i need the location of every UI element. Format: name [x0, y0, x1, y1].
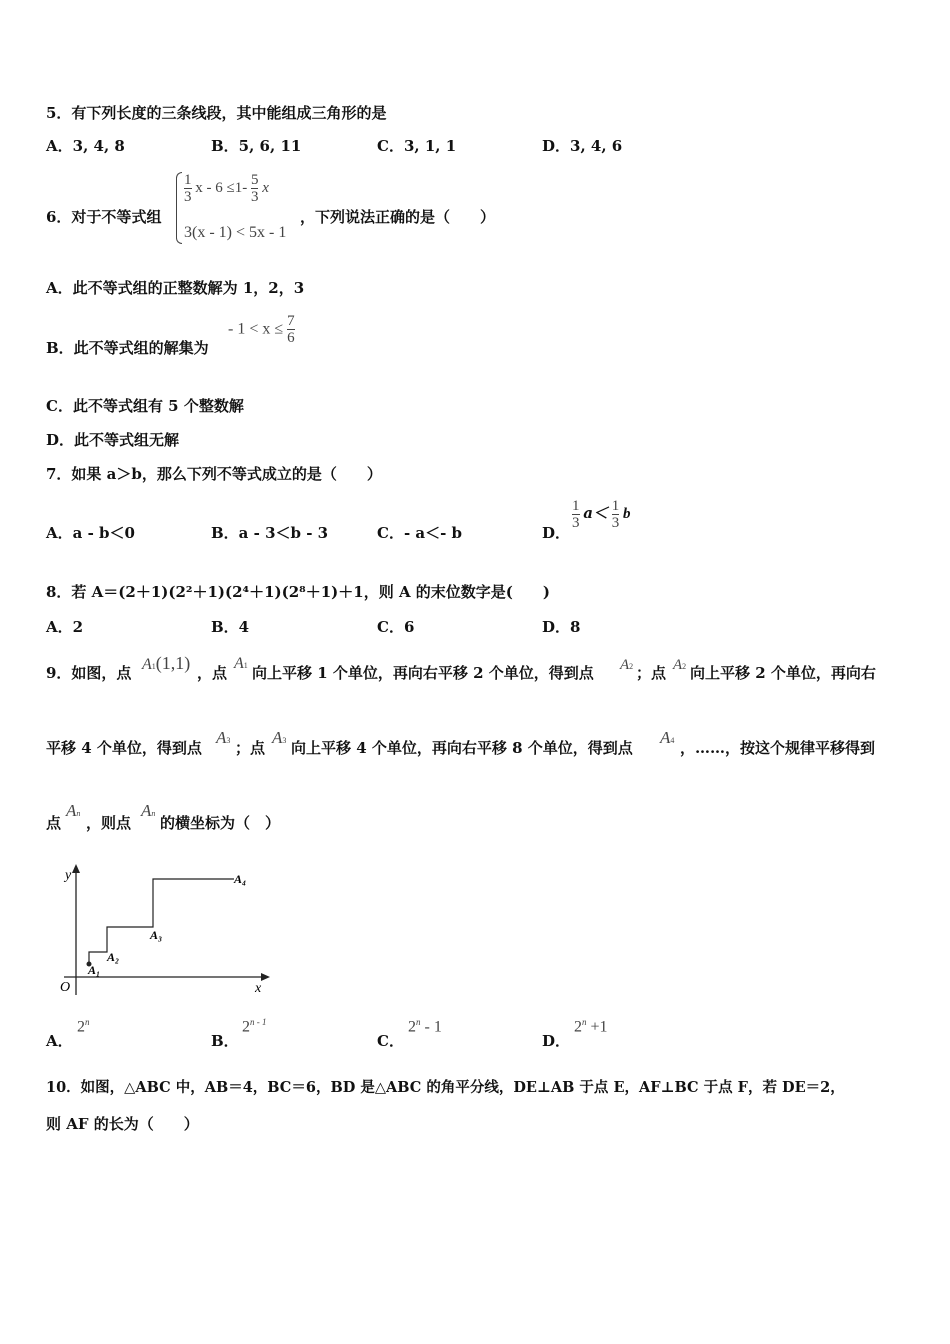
fig-a3-label: A₃ [150, 928, 163, 942]
q9-option-c-label: C． [377, 1032, 404, 1050]
fig-origin-label: O [60, 980, 71, 995]
q9-line2-a: 平移 4 个单位，得到点 [46, 739, 202, 757]
y-axis-arrow [72, 864, 80, 873]
fig-a1-label: A₁ [88, 963, 101, 977]
q9-point-a1-coord: A1(1,1) [142, 653, 191, 673]
q6-option-b-math: - 1 < x ≤ $\frac{7}{6}$ [228, 313, 295, 346]
q9-line3-a: 点 [46, 814, 62, 832]
q9-option-d-label: D． [542, 1032, 571, 1050]
q5-option-b: B．5, 6, 11 [211, 137, 302, 155]
fig-x-label: x [255, 981, 262, 996]
q8-option-c: C．6 [377, 618, 415, 636]
q9-line2-d: ，……，按这个规律平移得到 [680, 739, 876, 757]
q9-option-b-label: B． [211, 1032, 239, 1050]
q9-point-a3: A3 [216, 728, 231, 747]
q9-figure [56, 860, 296, 1000]
q8-stem: 8．若 A＝(2＋1)(2²＋1)(2⁴＋1)(2⁸＋1)＋1，则 A 的末位数字是( ) [46, 583, 550, 601]
q9-line3-c: 的横坐标为（ ） [160, 814, 281, 832]
x-axis-arrow [261, 973, 270, 981]
q8-option-a: A．2 [46, 618, 84, 636]
q7-stem: 7．如果 a＞b，那么下列不等式成立的是（ ） [46, 465, 382, 483]
fig-y-label: y [65, 868, 72, 883]
q7-option-a: A．a - b＜0 [46, 524, 135, 542]
q9-line1-b: ，点 [197, 664, 228, 682]
q6-option-b: B．此不等式组的解集为 [46, 339, 209, 357]
q9-point-a2b: A2 [673, 657, 687, 673]
q9-line1-e: 向上平移 2 个单位，再向右 [690, 664, 876, 682]
q6-option-a: A．此不等式组的正整数解为 1，2，3 [46, 279, 305, 297]
q9-line2-c: 向上平移 4 个单位，再向右平移 8 个单位，得到点 [291, 739, 633, 757]
q9-line3-b: ，则点 [86, 814, 132, 832]
q10-line2: 则 AF 的长为（ ） [46, 1115, 199, 1133]
q9-point-a1: A1 [234, 655, 248, 672]
q6-stem-pre: 6．对于不等式组 [46, 208, 162, 226]
q9-line1-a: 9．如图，点 [46, 664, 132, 682]
q10-line1: 10．如图，△ABC 中，AB＝4，BC＝6，BD 是△ABC 的角平分线，DE⊥AB 于点 E，AF⊥BC 于点 F，若 DE＝2， [46, 1079, 845, 1096]
q7-option-c: C．- a＜- b [377, 524, 463, 542]
fig-a4-label: A₄ [234, 872, 247, 886]
q9-option-a-math: 2$^n$ [77, 1017, 90, 1036]
q9-option-d-math: $2^n +1$ [574, 1017, 608, 1036]
q7-option-d-math: $\frac{1}{3}$ a＜ $\frac{1}{3}$ b [572, 498, 631, 531]
q9-point-an: An [66, 801, 81, 820]
fig-a2-label: A₂ [107, 950, 120, 964]
q6-system-line2: 3(x - 1) < 5x - 1 [184, 224, 287, 241]
q9-line1-d: ；点 [636, 664, 667, 682]
q9-option-c-math: 2$^n$ - 1 [408, 1017, 442, 1036]
q8-option-b: B．4 [211, 618, 250, 636]
q9-option-b-math: 2$^{n - 1}$ [242, 1017, 267, 1036]
q9-line2-b: ；点 [235, 739, 266, 757]
q6-option-d: D．此不等式组无解 [46, 431, 180, 449]
q9-point-anb: An [141, 801, 156, 820]
q6-option-c: C．此不等式组有 5 个整数解 [46, 397, 244, 415]
q5-option-d: D．3, 4, 6 [542, 137, 623, 155]
q9-point-a4: A4 [660, 728, 675, 747]
q9-point-a2: A2 [620, 657, 634, 673]
q6-system-line1: $\frac{1}{3}$ x - 6 ≤1- $\frac{5}{3}$ x [184, 172, 269, 205]
q9-line1-c: 向上平移 1 个单位，再向右平移 2 个单位，得到点 [252, 664, 594, 682]
q8-option-d: D．8 [542, 618, 581, 636]
q9-option-a-label: A． [46, 1032, 73, 1050]
q6-system-brace [176, 172, 182, 244]
q9-point-a3b: A3 [272, 728, 287, 747]
q5-stem: 5．有下列长度的三条线段，其中能组成三角形的是 [46, 104, 387, 122]
q5-option-a: A．3, 4, 8 [46, 137, 125, 155]
q6-stem-post: ，下列说法正确的是（ ） [300, 208, 496, 226]
q7-option-d-label: D． [542, 524, 571, 542]
q5-option-c: C．3, 1, 1 [377, 137, 457, 155]
q7-option-b: B．a - 3＜b - 3 [211, 524, 329, 542]
